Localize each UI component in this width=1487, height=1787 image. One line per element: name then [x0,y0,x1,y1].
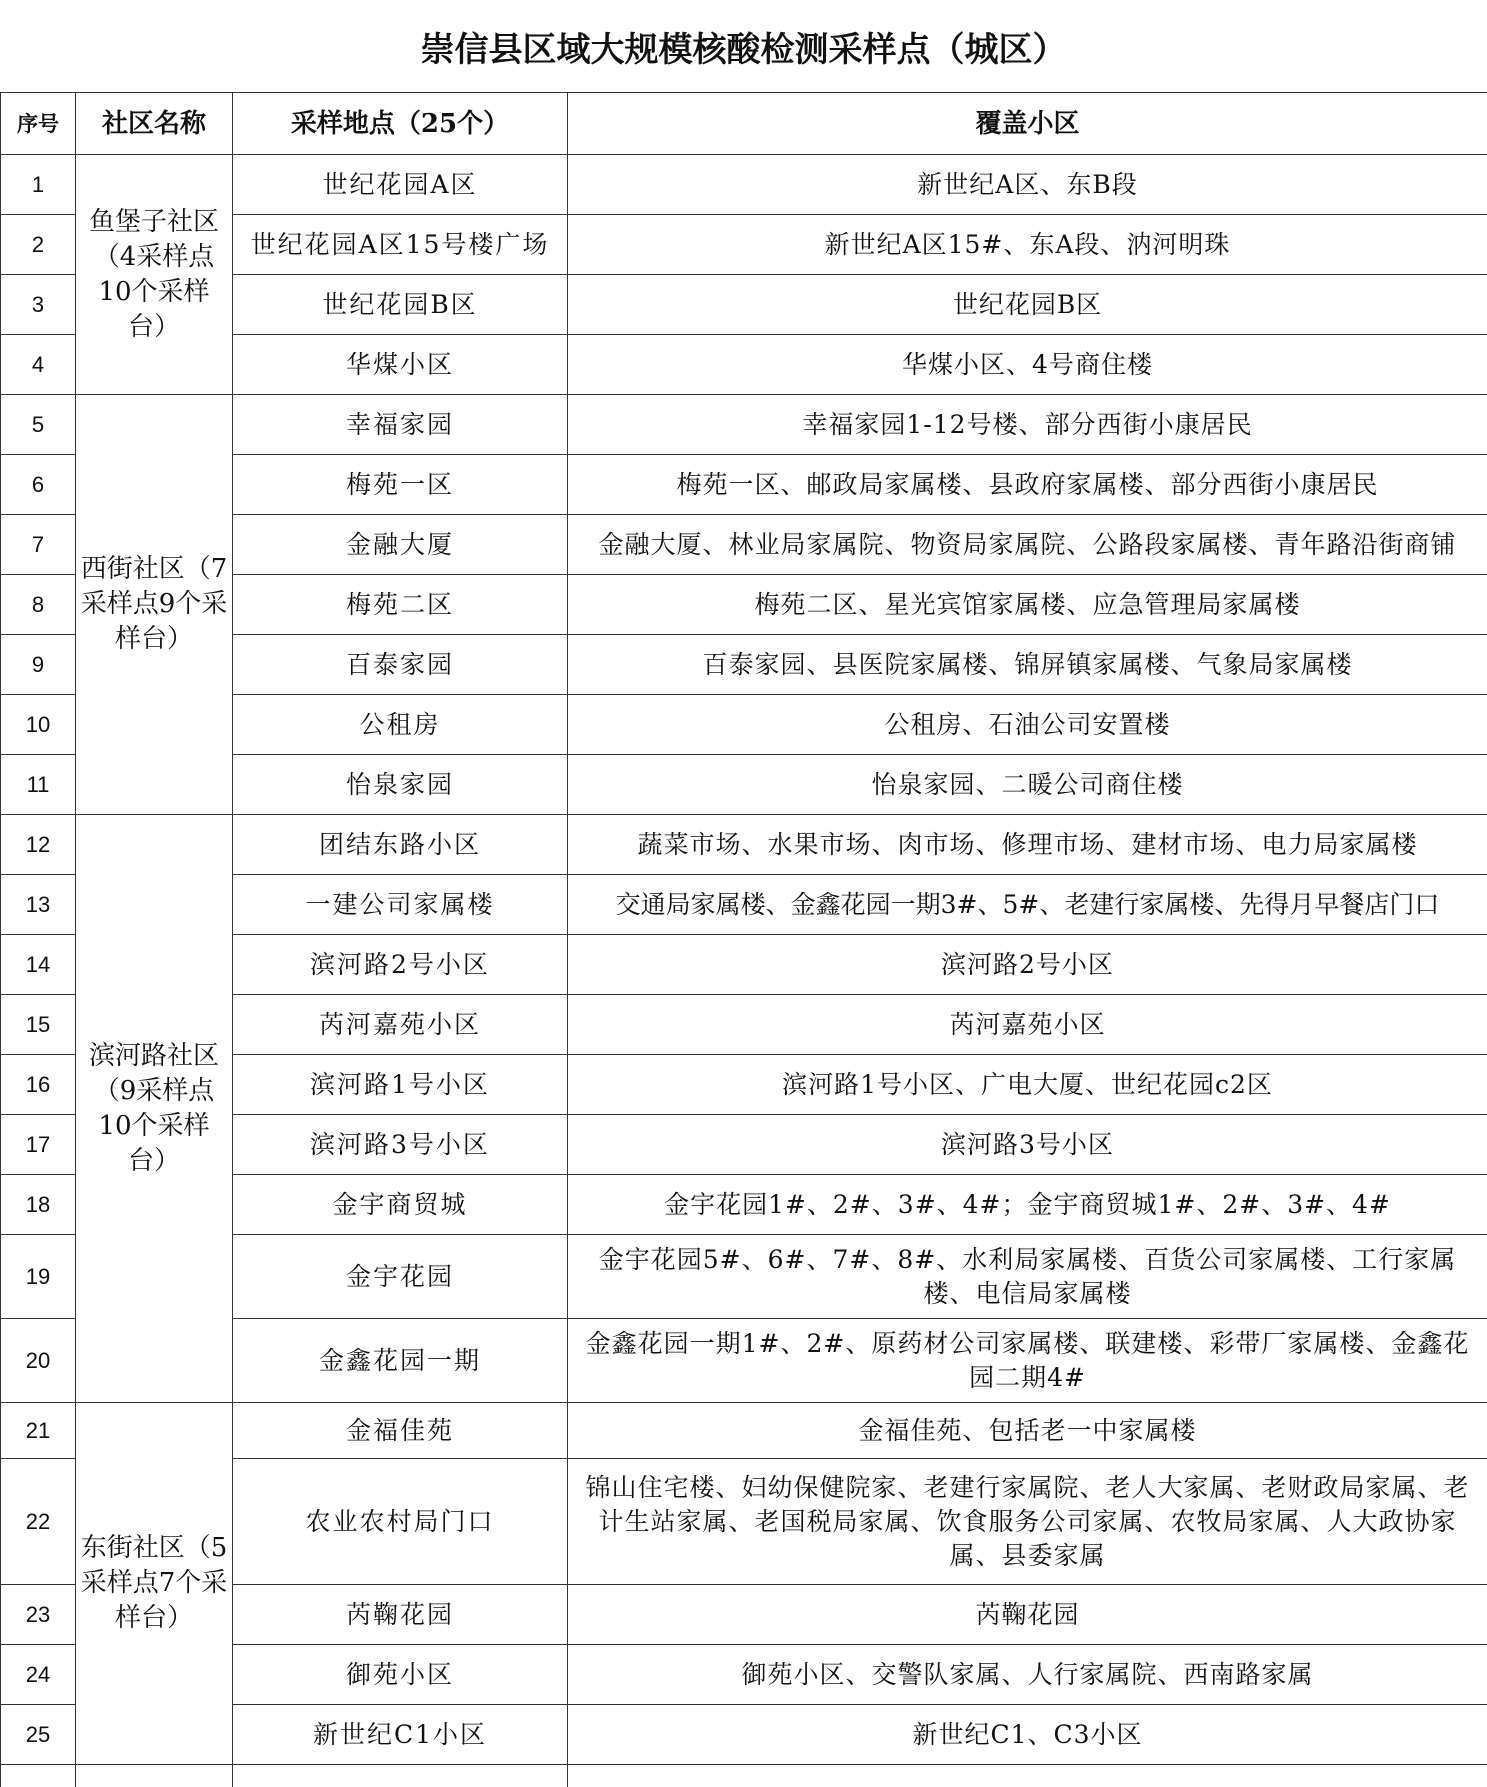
community-cell: 鱼堡子社区（4采样点10个采样台） [76,155,233,395]
site-cell: 滨河路3号小区 [233,1115,568,1175]
site-cell: 梅苑二区 [233,575,568,635]
coverage-cell: 金福佳苑、包括老一中家属楼 [568,1403,1487,1459]
coverage-cell: 新世纪C1、C3小区 [568,1705,1487,1765]
row-seq: 15 [1,995,76,1055]
blank-cell [1,1765,76,1787]
site-cell: 梅苑一区 [233,455,568,515]
site-cell: 世纪花园B区 [233,275,568,335]
coverage-cell: 蔬菜市场、水果市场、肉市场、修理市场、建材市场、电力局家属楼 [568,815,1487,875]
coverage-cell: 滨河路2号小区 [568,935,1487,995]
row-seq: 13 [1,875,76,935]
site-cell: 金宇花园 [233,1235,568,1319]
row-seq: 23 [1,1585,76,1645]
coverage-cell: 金融大厦、林业局家属院、物资局家属院、公路段家属楼、青年路沿街商铺 [568,515,1487,575]
site-cell: 团结东路小区 [233,815,568,875]
row-seq: 8 [1,575,76,635]
site-cell: 世纪花园A区15号楼广场 [233,215,568,275]
coverage-cell: 金鑫花园一期1#、2#、原药材公司家属楼、联建楼、彩带厂家属楼、金鑫花园二期4# [568,1319,1487,1403]
site-cell: 幸福家园 [233,395,568,455]
page-title: 崇信县区域大规模核酸检测采样点（城区） [0,0,1487,93]
row-seq: 5 [1,395,76,455]
coverage-cell: 御苑小区、交警队家属、人行家属院、西南路家属 [568,1645,1487,1705]
site-cell: 金宇商贸城 [233,1175,568,1235]
table-row [1,395,1487,455]
site-cell: 金融大厦 [233,515,568,575]
coverage-cell: 怡泉家园、二暖公司商住楼 [568,755,1487,815]
header-site: 采样地点（25个） [233,93,568,155]
row-seq: 6 [1,455,76,515]
coverage-cell: 世纪花园B区 [568,275,1487,335]
community-cell: 东街社区（5采样点7个采样台） [76,1403,233,1765]
coverage-cell: 华煤小区、4号商住楼 [568,335,1487,395]
blank-cell [233,1765,568,1787]
row-seq: 10 [1,695,76,755]
coverage-cell: 金宇花园1#、2#、3#、4#；金宇商贸城1#、2#、3#、4# [568,1175,1487,1235]
coverage-cell: 幸福家园1-12号楼、部分西街小康居民 [568,395,1487,455]
coverage-cell: 百泰家园、县医院家属楼、锦屏镇家属楼、气象局家属楼 [568,635,1487,695]
header-community: 社区名称 [76,93,233,155]
header-seq: 序号 [1,93,76,155]
site-cell: 金鑫花园一期 [233,1319,568,1403]
row-seq: 18 [1,1175,76,1235]
row-seq: 9 [1,635,76,695]
coverage-cell: 滨河路3号小区 [568,1115,1487,1175]
coverage-cell: 交通局家属楼、金鑫花园一期3#、5#、老建行家属楼、先得月早餐店门口 [568,875,1487,935]
coverage-cell: 新世纪A区15#、东A段、汭河明珠 [568,215,1487,275]
row-seq: 17 [1,1115,76,1175]
community-cell: 西街社区（7采样点9个采样台） [76,395,233,815]
row-seq: 25 [1,1705,76,1765]
site-cell: 一建公司家属楼 [233,875,568,935]
site-cell: 农业农村局门口 [233,1459,568,1585]
row-seq: 1 [1,155,76,215]
row-seq: 3 [1,275,76,335]
row-seq: 19 [1,1235,76,1319]
site-cell: 新世纪C1小区 [233,1705,568,1765]
blank-cell [568,1765,1487,1787]
row-seq: 24 [1,1645,76,1705]
row-seq: 2 [1,215,76,275]
row-seq: 14 [1,935,76,995]
site-cell: 御苑小区 [233,1645,568,1705]
site-cell: 百泰家园 [233,635,568,695]
site-cell: 怡泉家园 [233,755,568,815]
table-row [1,155,1487,215]
site-cell: 滨河路1号小区 [233,1055,568,1115]
site-cell: 华煤小区 [233,335,568,395]
community-cell: 滨河路社区（9采样点10个采样台） [76,815,233,1403]
site-cell: 世纪花园A区 [233,155,568,215]
site-cell: 公租房 [233,695,568,755]
coverage-cell: 新世纪A区、东B段 [568,155,1487,215]
header-coverage: 覆盖小区 [568,93,1487,155]
site-cell: 金福佳苑 [233,1403,568,1459]
row-seq: 16 [1,1055,76,1115]
coverage-cell: 公租房、石油公司安置楼 [568,695,1487,755]
row-seq: 4 [1,335,76,395]
coverage-cell: 芮河嘉苑小区 [568,995,1487,1055]
coverage-cell: 梅苑一区、邮政局家属楼、县政府家属楼、部分西街小康居民 [568,455,1487,515]
site-cell: 滨河路2号小区 [233,935,568,995]
table-row [1,1403,1487,1459]
table-header-row [1,93,1487,155]
row-seq: 12 [1,815,76,875]
row-seq: 22 [1,1459,76,1585]
coverage-cell: 金宇花园5#、6#、7#、8#、水利局家属楼、百货公司家属楼、工行家属楼、电信局家属楼 [568,1235,1487,1319]
coverage-cell: 锦山住宅楼、妇幼保健院家、老建行家属院、老人大家属、老财政局家属、老计生站家属、老国税局家属、饮食服务公司家属、农牧局家属、人大政协家属、县委家属 [568,1459,1487,1585]
coverage-cell: 梅苑二区、星光宾馆家属楼、应急管理局家属楼 [568,575,1487,635]
blank-row [1,1765,1487,1787]
row-seq: 21 [1,1403,76,1459]
row-seq: 11 [1,755,76,815]
coverage-cell: 滨河路1号小区、广电大厦、世纪花园c2区 [568,1055,1487,1115]
table-row [1,815,1487,875]
blank-cell [76,1765,233,1787]
sampling-sites-table [0,92,1487,1787]
site-cell: 芮鞠花园 [233,1585,568,1645]
site-cell: 芮河嘉苑小区 [233,995,568,1055]
coverage-cell: 芮鞠花园 [568,1585,1487,1645]
row-seq: 20 [1,1319,76,1403]
row-seq: 7 [1,515,76,575]
